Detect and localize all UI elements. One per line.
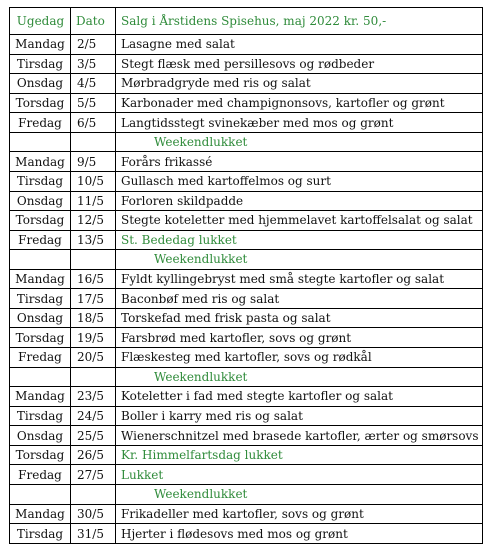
closed-note: Lukket [116, 465, 483, 485]
day-cell: Tirsdag [10, 524, 71, 544]
weekend-closed-note: Weekendlukket [116, 484, 483, 504]
day-cell: Onsdag [10, 308, 71, 328]
menu-cell: Gullasch med kartoffelmos og surt [116, 171, 483, 191]
date-cell: 10/5 [71, 171, 116, 191]
day-cell [10, 367, 71, 387]
weekend-closed-note: Weekendlukket [116, 250, 483, 270]
date-cell [71, 367, 116, 387]
menu-row [10, 191, 483, 211]
menu-row [10, 35, 483, 55]
day-cell [10, 132, 71, 152]
menu-row [10, 308, 483, 328]
menu-cell: Wienerschnitzel med brasede kartofler, ærter og smørsovs [116, 426, 483, 446]
day-cell: Tirsdag [10, 289, 71, 309]
day-cell: Tirsdag [10, 171, 71, 191]
date-cell: 4/5 [71, 74, 116, 94]
day-cell: Fredag [10, 113, 71, 133]
menu-row [10, 524, 483, 544]
day-cell: Onsdag [10, 426, 71, 446]
day-cell: Torsdag [10, 328, 71, 348]
day-cell: Fredag [10, 230, 71, 250]
menu-row [10, 406, 483, 426]
menu-cell: Forloren skildpadde [116, 191, 483, 211]
menu-table [9, 7, 483, 544]
menu-cell: Fyldt kyllingebryst med små stegte kartofler og salat [116, 269, 483, 289]
weekend-row [10, 367, 483, 387]
menu-cell: Stegte koteletter med hjemmelavet kartoffelsalat og salat [116, 211, 483, 231]
menu-cell: Flæskesteg med kartofler, sovs og rødkål [116, 348, 483, 368]
header-date: Dato [71, 8, 116, 35]
date-cell: 23/5 [71, 387, 116, 407]
day-cell: Tirsdag [10, 406, 71, 426]
date-cell: 19/5 [71, 328, 116, 348]
day-cell: Torsdag [10, 93, 71, 113]
date-cell: 30/5 [71, 504, 116, 524]
menu-row [10, 269, 483, 289]
weekend-row [10, 132, 483, 152]
menu-row [10, 328, 483, 348]
date-cell: 12/5 [71, 211, 116, 231]
date-cell: 2/5 [71, 35, 116, 55]
menu-cell: Boller i karry med ris og salat [116, 406, 483, 426]
header-row [10, 8, 483, 35]
menu-cell: Stegt flæsk med persillesovs og rødbeder [116, 54, 483, 74]
closed-note: St. Bededag lukket [116, 230, 483, 250]
menu-row [10, 152, 483, 172]
day-cell: Tirsdag [10, 54, 71, 74]
date-cell: 31/5 [71, 524, 116, 544]
date-cell: 3/5 [71, 54, 116, 74]
menu-body [10, 35, 483, 544]
day-cell: Fredag [10, 348, 71, 368]
day-cell: Mandag [10, 387, 71, 407]
menu-cell: Lasagne med salat [116, 35, 483, 55]
date-cell: 11/5 [71, 191, 116, 211]
day-cell: Onsdag [10, 74, 71, 94]
weekend-closed-note: Weekendlukket [116, 367, 483, 387]
menu-cell: Forårs frikassé [116, 152, 483, 172]
menu-row [10, 113, 483, 133]
menu-cell: Karbonader med champignonsovs, kartofler og grønt [116, 93, 483, 113]
date-cell: 26/5 [71, 445, 116, 465]
menu-row [10, 348, 483, 368]
menu-cell: Mørbradgryde med ris og salat [116, 74, 483, 94]
weekend-closed-note: Weekendlukket [116, 132, 483, 152]
date-cell: 9/5 [71, 152, 116, 172]
menu-row [10, 54, 483, 74]
day-cell: Mandag [10, 152, 71, 172]
menu-row [10, 171, 483, 191]
date-cell: 20/5 [71, 348, 116, 368]
day-cell: Mandag [10, 269, 71, 289]
weekend-row [10, 250, 483, 270]
date-cell: 24/5 [71, 406, 116, 426]
date-cell: 6/5 [71, 113, 116, 133]
date-cell: 25/5 [71, 426, 116, 446]
weekend-row [10, 484, 483, 504]
date-cell: 17/5 [71, 289, 116, 309]
menu-cell: Farsbrød med kartofler, sovs og grønt [116, 328, 483, 348]
date-cell: 13/5 [71, 230, 116, 250]
closed-note: Kr. Himmelfartsdag lukket [116, 445, 483, 465]
menu-cell: Frikadeller med kartofler, sovs og grønt [116, 504, 483, 524]
day-cell: Onsdag [10, 191, 71, 211]
day-cell: Mandag [10, 35, 71, 55]
day-cell [10, 484, 71, 504]
date-cell [71, 250, 116, 270]
menu-row [10, 504, 483, 524]
menu-row [10, 426, 483, 446]
menu-row [10, 465, 483, 485]
menu-row [10, 230, 483, 250]
menu-row [10, 93, 483, 113]
day-cell [10, 250, 71, 270]
day-cell: Mandag [10, 504, 71, 524]
menu-cell: Koteletter i fad med stegte kartofler og salat [116, 387, 483, 407]
date-cell: 5/5 [71, 93, 116, 113]
menu-row [10, 445, 483, 465]
day-cell: Torsdag [10, 445, 71, 465]
day-cell: Torsdag [10, 211, 71, 231]
date-cell [71, 132, 116, 152]
header-day: Ugedag [10, 8, 71, 35]
date-cell [71, 484, 116, 504]
menu-cell: Langtidsstegt svinekæber med mos og grønt [116, 113, 483, 133]
header-menu: Salg i Årstidens Spisehus, maj 2022 kr. 50,- [116, 8, 483, 35]
menu-cell: Baconbøf med ris og salat [116, 289, 483, 309]
menu-cell: Hjerter i flødesovs med mos og grønt [116, 524, 483, 544]
menu-row [10, 289, 483, 309]
date-cell: 16/5 [71, 269, 116, 289]
menu-row [10, 211, 483, 231]
menu-cell: Torskefad med frisk pasta og salat [116, 308, 483, 328]
date-cell: 18/5 [71, 308, 116, 328]
date-cell: 27/5 [71, 465, 116, 485]
menu-row [10, 74, 483, 94]
menu-row [10, 387, 483, 407]
day-cell: Fredag [10, 465, 71, 485]
